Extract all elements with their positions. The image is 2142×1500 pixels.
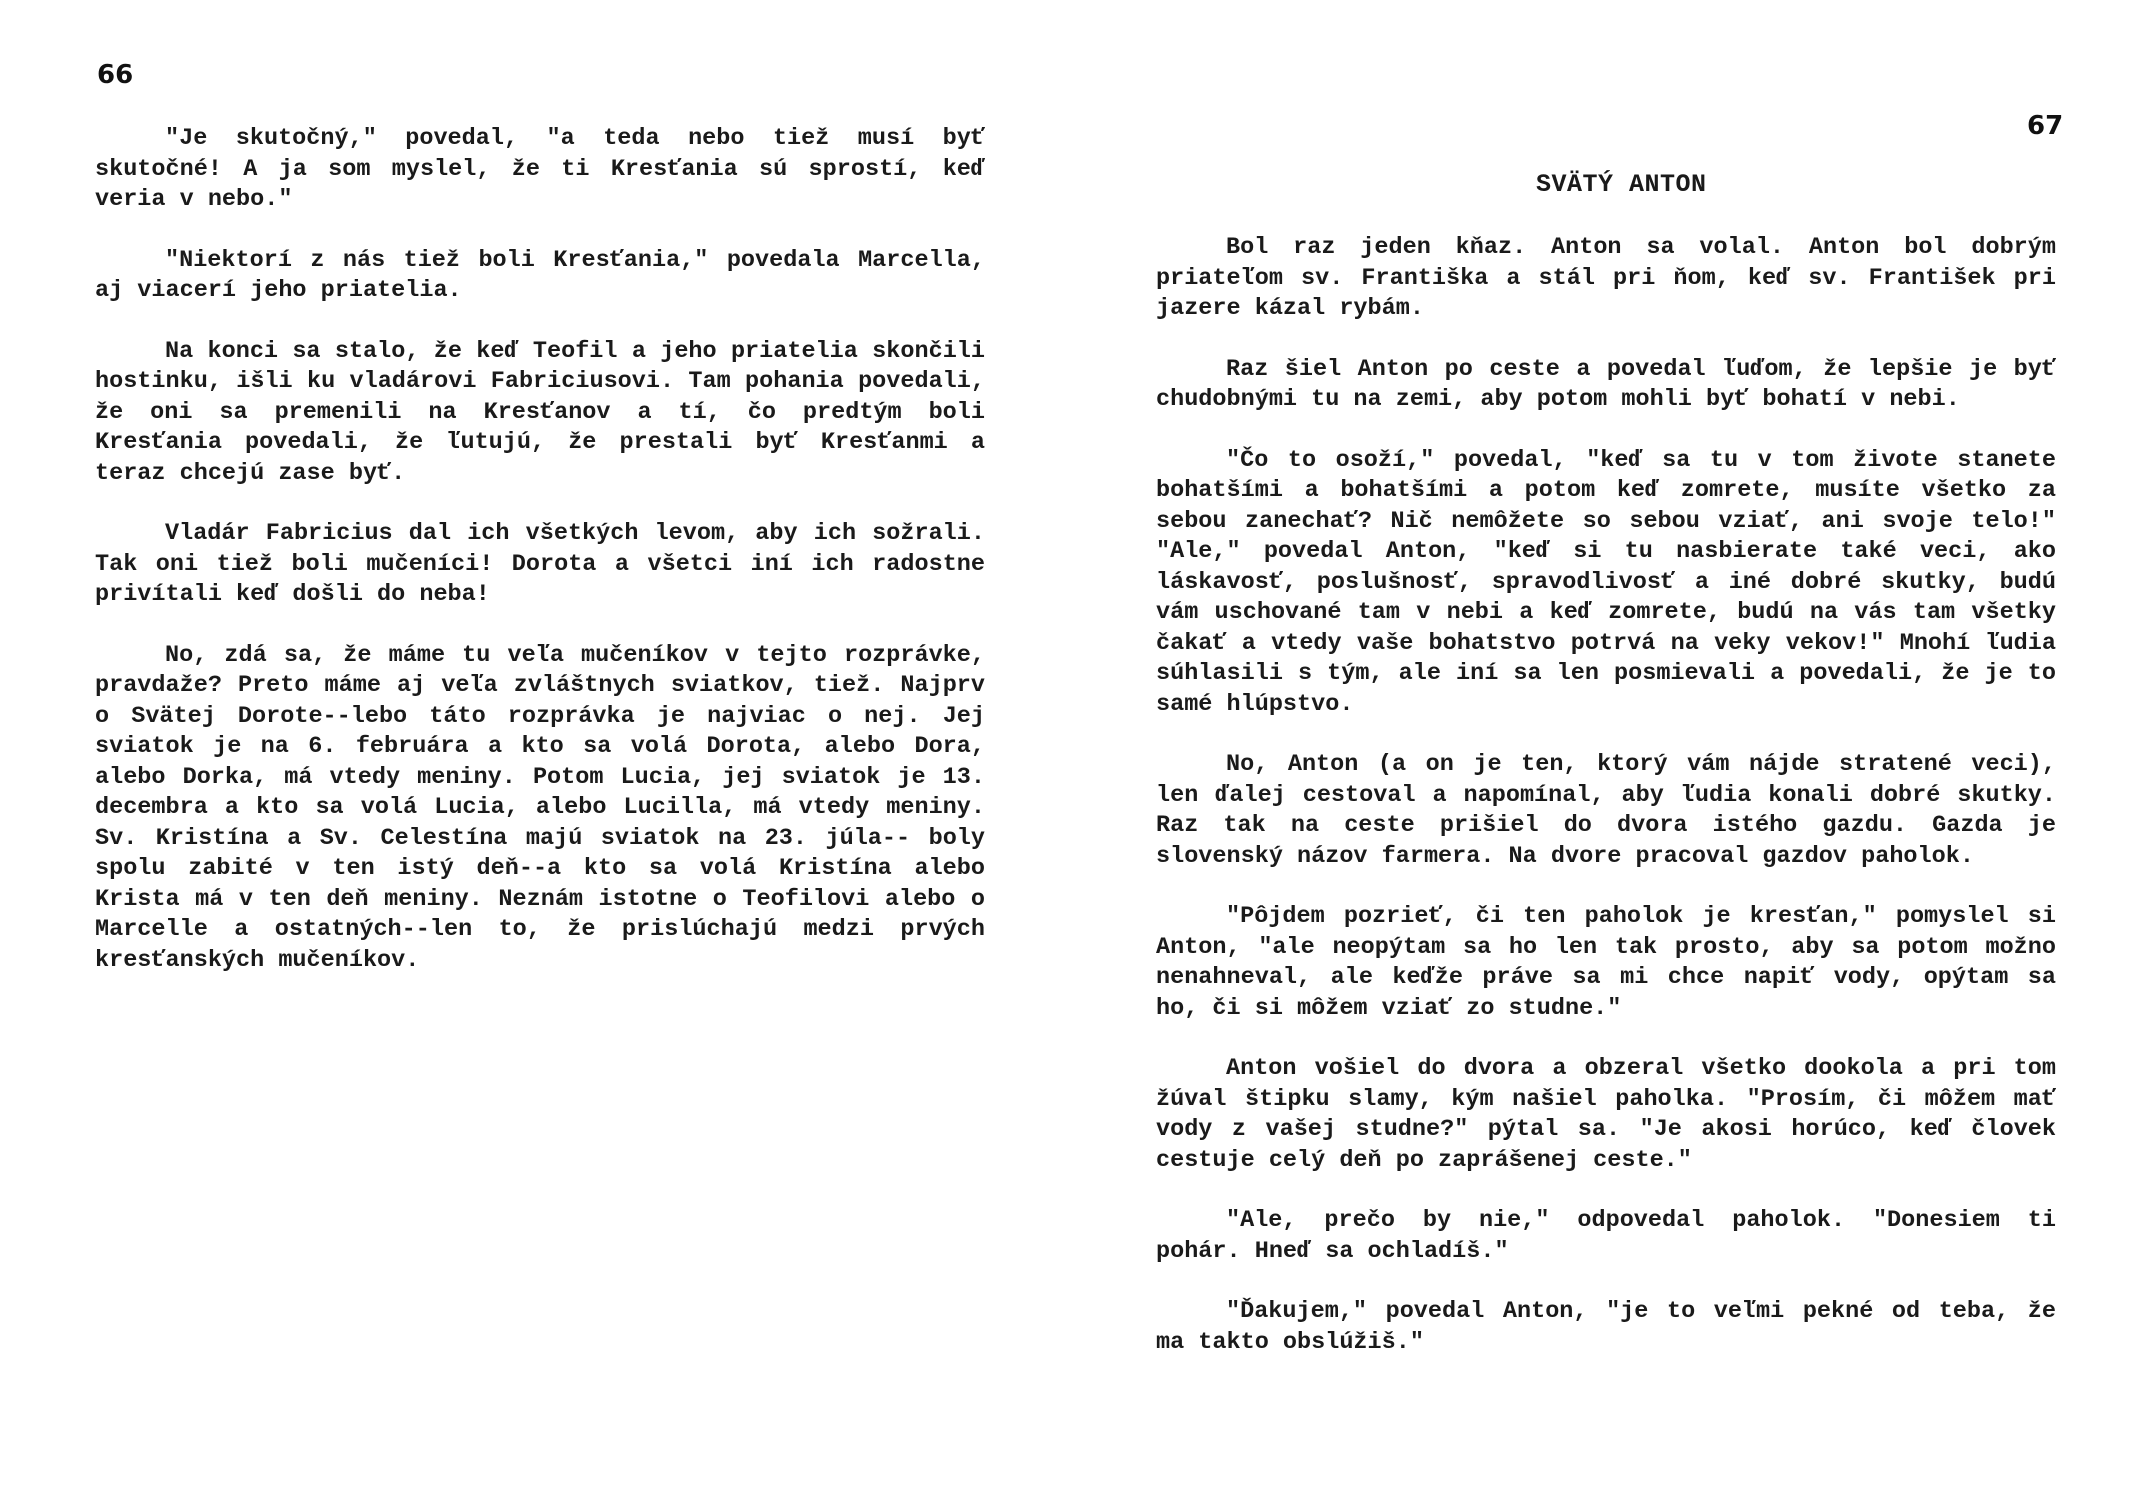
left-paragraph-3: Na konci sa stalo, že keď Teofil a jeho priatelia skončili hostinku, išli ku vladárovi Fabriciusovi. Tam pohania povedali, že oni sa premenili na Kresťanov a tí, čo predtým boli Kresťania povedali, že ľutujú, že prestali byť Kresťanmi a teraz chcejú zase byť. (95, 337, 985, 487)
right-paragraph-2: Raz šiel Anton po ceste a povedal ľuďom, že lepšie je byť chudobnými tu na zemi, aby potom mohli byť bohatí v nebi. (1156, 355, 2056, 413)
right-paragraph-5: "Pôjdem pozrieť, či ten paholok je kresťan," pomyslel si Anton, "ale neopýtam sa ho len tak prosto, aby sa potom možno nenahneval, ale keďže práve sa mi chce napiť vody, opýtam sa ho, či si môžem vziať zo studne." (1156, 903, 2056, 1022)
right-paragraph-3: "Čo to osoží," povedal, "keď sa tu v tom živote stanete bohatšími a bohatšími a potom keď zomrete, musíte všetko za sebou zanechať? Nič nemôžete so sebou vziať, ani svoje telo!" "Ale," povedal Anton, "keď si tu nasbierate také veci, ako láskavosť, poslušnosť, spravodlivosť a iné dobré skutky, budú vám uschované tam v nebi a keď zomrete, budú na vás tam všetky čakať a vtedy vaše bohatstvo potrvá na veky vekov!" Mnohí ľudia súhlasili s tým, ale iní sa len posmievali a povedali, že je to samé hlúpstvo. (1156, 446, 2056, 718)
right-paragraph-7: "Ale, prečo by nie," odpovedal paholok. "Donesiem ti pohár. Hneď sa ochladíš." (1156, 1207, 2056, 1265)
left-paragraph-5: No, zdá sa, že máme tu veľa mučeníkov v tejto rozprávke, pravdaže? Preto máme aj veľa zvláštnych sviatkov, tiež. Najprv o Svätej Dorote--lebo táto rozprávka je najviac o nej. Jej sviatok je na 6. februára a kto sa volá Dorota, alebo Dora, alebo Dorka, má vtedy meniny. Potom Lucia, jej sviatok je 13. decembra a kto sa volá Lucia, alebo Lucilla, má vtedy meniny. Sv. Kristína a Sv. Celestína majú sviatok na 23. júla-- boly spolu zabité v ten istý deň--a kto sa volá Kristína alebo Krista má v ten deň meniny. Neznám istotne o Teofilovi alebo o Marcelle a ostatných--len to, že prislúchajú medzi prvých kresťanských mučeníkov. (95, 641, 985, 974)
page-number-right: 67 (2027, 111, 2064, 141)
left-paragraph-4: Vladár Fabricius dal ich všetkých levom, aby ich sožrali. Tak oni tiež boli mučeníci! Dorota a všetci iní ich radostne privítali keď došli do neba! (95, 520, 985, 608)
left-page-text (95, 124, 985, 1006)
chapter-title: SVÄTÝ ANTON (1536, 170, 1707, 199)
right-paragraph-4: No, Anton (a on je ten, ktorý vám nájde stratené veci), len ďalej cestoval a napomínal, aby ľudia konali dobré skutky. Raz tak na ceste prišiel do dvora istého gazdu. Gazda je slovenský názov farmera. Na dvore pracoval gazdov paholok. (1156, 751, 2056, 870)
left-paragraph-2: "Niektorí z nás tiež boli Kresťania," povedala Marcella, aj viacerí jeho priatelia. (95, 246, 985, 304)
right-paragraph-8: "Ďakujem," povedal Anton, "je to veľmi pekné od teba, že ma takto obslúžiš." (1156, 1298, 2056, 1356)
page-number-left: 66 (97, 60, 134, 90)
right-page (1071, 0, 2142, 1500)
right-paragraph-1: Bol raz jeden kňaz. Anton sa volal. Anton bol dobrým priateľom sv. Františka a stál pri ňom, keď sv. František pri jazere kázal rybám. (1156, 234, 2056, 322)
right-page-text (1156, 233, 2056, 1388)
right-paragraph-6: Anton vošiel do dvora a obzeral všetko dookola a pri tom žúval štipku slamy, kým našiel paholka. "Prosím, či môžem mať vody z vašej studne?" pýtal sa. "Je akosi horúco, keď človek cestuje celý deň po zaprášenej ceste." (1156, 1055, 2056, 1174)
left-paragraph-1: "Je skutočný," povedal, "a teda nebo tiež musí byť skutočné! A ja som myslel, že ti Kresťania sú sprostí, keď veria v nebo." (95, 125, 985, 213)
